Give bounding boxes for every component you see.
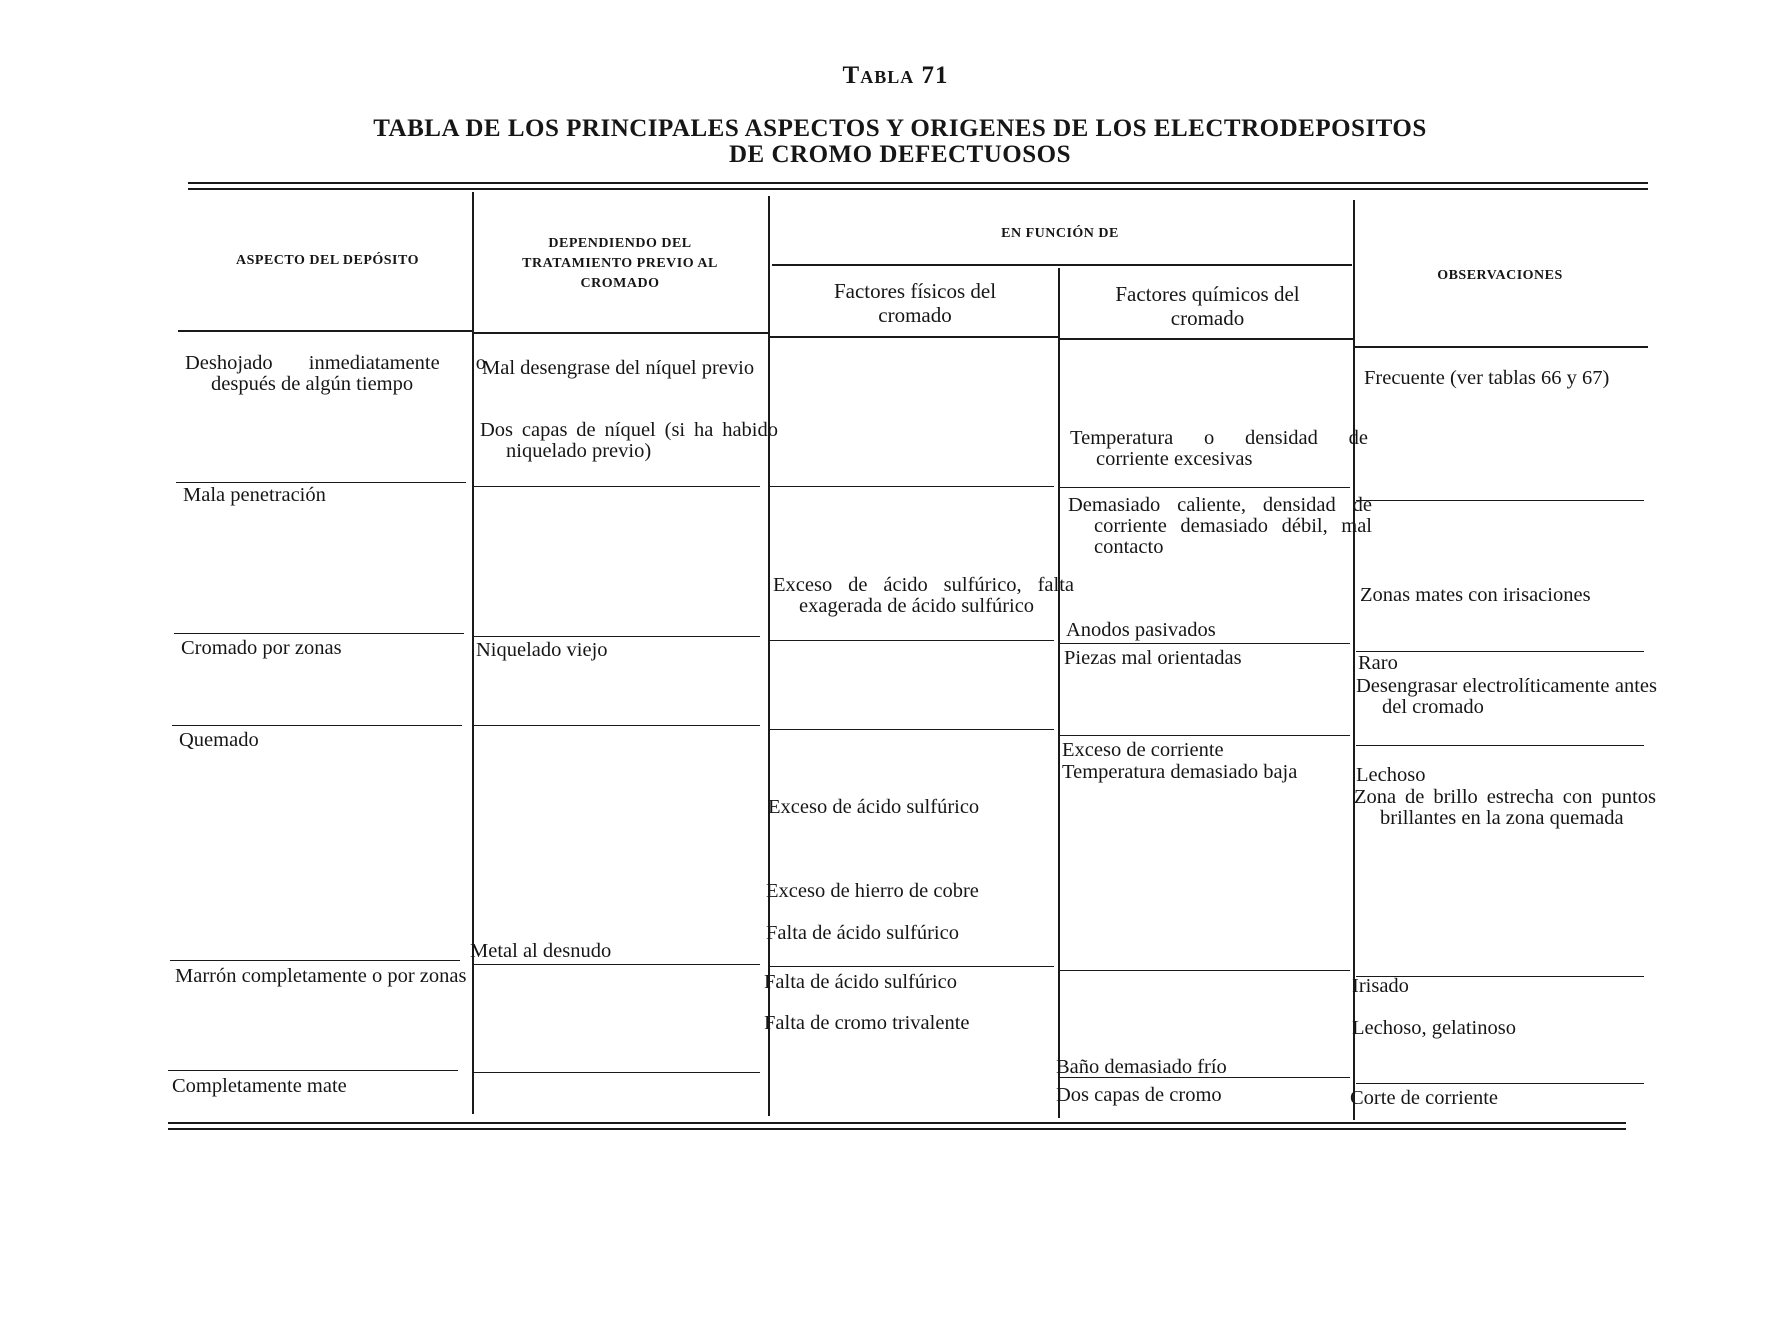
quimicos-temperatura-baja: Temperatura demasiado baja xyxy=(1062,761,1298,783)
table-title-line-2: DE CROMO DEFECTUOSOS xyxy=(729,141,1071,168)
header-bottom-rule-2 xyxy=(474,332,768,334)
row-rule xyxy=(174,633,464,634)
row-rule xyxy=(1060,643,1350,644)
row-rule xyxy=(1060,735,1350,736)
row-rule xyxy=(472,636,760,637)
quimicos-anodos-pasivados: Anodos pasivados xyxy=(1066,619,1216,641)
obs-frecuente: Frecuente (ver tablas 66 y 67) xyxy=(1364,367,1610,389)
table-number: Tabla 71 xyxy=(842,62,949,89)
row-rule xyxy=(168,1070,458,1071)
bottom-rule xyxy=(168,1122,1626,1124)
row-rule xyxy=(1356,500,1644,501)
quimicos-piezas-mal-orientadas: Piezas mal orientadas xyxy=(1064,647,1242,669)
header-en-funcion: EN FUNCIÓN DE xyxy=(1001,226,1119,241)
table-title-line-1: TABLA DE LOS PRINCIPALES ASPECTOS Y ORIGENES DE LOS ELECTRODEPOSITOS xyxy=(373,115,1427,142)
aspecto-quemado: Quemado xyxy=(179,729,259,751)
row-rule xyxy=(770,966,1054,967)
column-divider-3 xyxy=(1058,268,1060,1118)
row-rule xyxy=(474,486,760,487)
quimicos-exceso-corriente: Exceso de corriente xyxy=(1062,739,1224,761)
fisicos-falta-cromo-trivalente: Falta de cromo trivalente xyxy=(764,1012,970,1034)
aspecto-cromado-por-zonas: Cromado por zonas xyxy=(181,637,342,659)
subheader-rule xyxy=(772,264,1352,266)
tratamiento-dos-capas-niquel: Dos capas de níquel (si ha habido niquelado previo) xyxy=(480,419,778,462)
row-rule xyxy=(1356,745,1644,746)
row-rule xyxy=(770,486,1054,487)
tratamiento-mal-desengrase: Mal desengrase del níquel previo xyxy=(482,357,755,379)
row-rule xyxy=(770,640,1054,641)
top-rule xyxy=(188,182,1648,184)
tratamiento-metal-desnudo: Metal al desnudo xyxy=(470,940,612,962)
header-observaciones: OBSERVACIONES xyxy=(1437,268,1563,283)
row-rule xyxy=(472,964,760,965)
obs-irisado: Irisado xyxy=(1352,975,1409,997)
row-rule xyxy=(1356,651,1644,652)
obs-corte-corriente: Corte de corriente xyxy=(1350,1087,1498,1109)
row-rule xyxy=(1356,1083,1644,1084)
tratamiento-niquelado-viejo: Niquelado viejo xyxy=(476,639,608,661)
obs-raro: Raro xyxy=(1358,652,1398,674)
header-dependiendo: DEPENDIENDO DEL TRATAMIENTO PREVIO AL CROMADO xyxy=(522,236,718,291)
header-aspecto: ASPECTO DEL DEPÓSITO xyxy=(236,253,419,268)
fisicos-exceso-sulfurico: Exceso de ácido sulfúrico xyxy=(768,796,980,818)
header-bottom-rule-4 xyxy=(1060,338,1353,340)
header-bottom-rule-1 xyxy=(178,330,472,332)
aspecto-mala-penetracion: Mala penetración xyxy=(183,484,326,506)
fisicos-falta-sulfurico-1: Falta de ácido sulfúrico xyxy=(766,922,959,944)
quimicos-temperatura-densidad: Temperatura o densidad de corriente excesivas xyxy=(1070,427,1368,470)
aspecto-marron: Marrón completamente o por zonas xyxy=(175,965,467,987)
obs-desengrasar: Desengrasar electrolíticamente antes del cromado xyxy=(1356,675,1657,718)
header-bottom-rule-3 xyxy=(770,336,1058,338)
fisicos-exceso-hierro-cobre: Exceso de hierro de cobre xyxy=(766,880,979,902)
row-rule xyxy=(170,960,460,961)
aspecto-deshojado: Deshojado inmediatamente o después de algún tiempo xyxy=(185,352,486,395)
obs-zona-brillo: Zona de brillo estrecha con puntos brillantes en la zona quemada xyxy=(1354,786,1656,829)
row-rule xyxy=(172,725,462,726)
row-rule xyxy=(770,729,1054,730)
obs-lechoso: Lechoso xyxy=(1356,764,1426,786)
header-factores-quimicos: Factores químicos del cromado xyxy=(1115,282,1300,330)
fisicos-falta-sulfurico-2: Falta de ácido sulfúrico xyxy=(764,971,957,993)
bottom-rule-2 xyxy=(168,1128,1626,1130)
top-rule-2 xyxy=(188,188,1648,190)
fisicos-exceso-falta-sulfurico: Exceso de ácido sulfúrico, falta exagerada de ácido sulfúrico xyxy=(773,574,1074,617)
aspecto-completamente-mate: Completamente mate xyxy=(172,1075,347,1097)
row-rule xyxy=(472,1072,760,1073)
header-bottom-rule-5 xyxy=(1355,346,1648,348)
row-rule xyxy=(472,725,760,726)
quimicos-dos-capas-cromo: Dos capas de cromo xyxy=(1056,1084,1222,1106)
row-rule xyxy=(1060,487,1350,488)
obs-zonas-mates: Zonas mates con irisaciones xyxy=(1360,584,1591,606)
row-rule xyxy=(176,482,466,483)
quimicos-bano-frio: Baño demasiado frío xyxy=(1056,1056,1227,1078)
obs-lechoso-gelatinoso: Lechoso, gelatinoso xyxy=(1352,1017,1516,1039)
header-factores-fisicos: Factores físicos del cromado xyxy=(833,279,997,327)
quimicos-demasiado-caliente: Demasiado caliente, densidad de corriente demasiado débil, mal contacto xyxy=(1068,494,1372,558)
row-rule xyxy=(1060,970,1350,971)
